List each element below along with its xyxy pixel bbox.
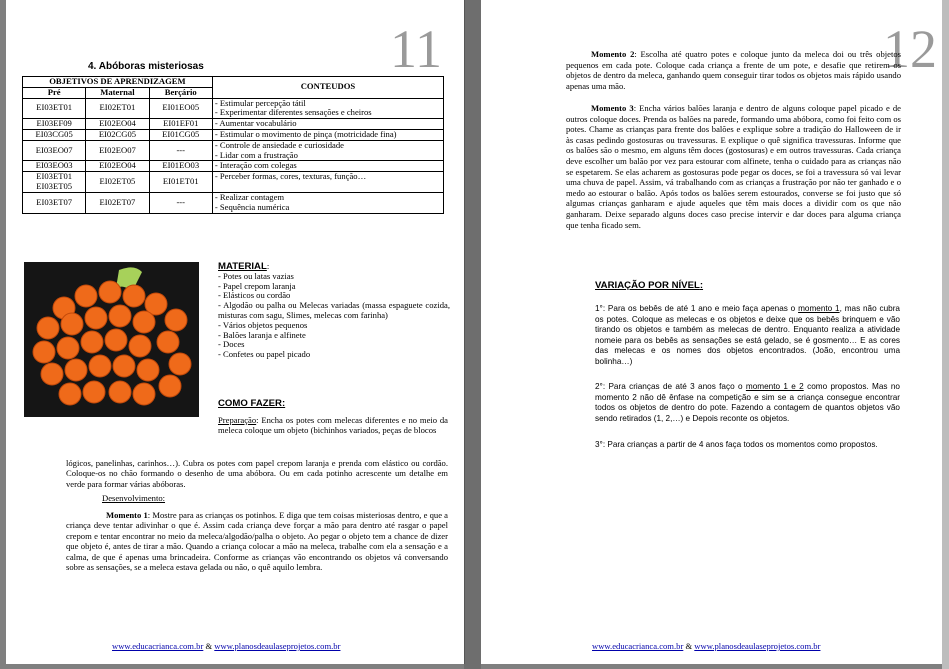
page-gutter xyxy=(464,0,481,669)
momento3-body: : Encha vários balões laranja e dentro de alguns coloque papel picado e de outros coloque doces. Prenda os balões na parede, formando uma abóbora, como foi feito com os potes. Chame as crianças para frente dos balões e explique sobre a tradição do Halloween de ir às casas pedindo gostosuras ou travessuras. E explique o quê significa travessuras. Informe que os balões são o mesmo, em alguns têm doces (gostosuras) e em outros travessuras. Cada criança deve escolher um balão por vez para estourar com alfinete, tenha o cuidado para as crianças não se espetarem. Se elas acharem as gostosuras pode pegar os doces, se foi a travessura só vai levar uma chuva de papel. Assim, vá trabalhando com as crianças a frustração por não ter ganhado e o medo ao estourar o balão. Após todos os balões serem estourados, converse se foi justo que só algumas crianças ganharam e ajude aqueles que têm mais doces a dividir com os que não ganharam. Deixe separado alguns doces caso precise intervir e dar doces para alguma criança que tenha ficado sem. xyxy=(566,103,901,230)
material-item: - Vários objetos pequenos xyxy=(218,319,308,330)
material-item: - Confetes ou papel picado xyxy=(218,349,311,360)
desenvolvimento-heading: Desenvolvimento: xyxy=(102,493,166,503)
cell-conteudo: - Aumentar vocabulário xyxy=(212,119,443,130)
cell-conteudo: - Estimular o movimento de pinça (motricidade fina) xyxy=(212,129,443,140)
cell-maternal: EI02EO04 xyxy=(86,119,149,130)
cell-bercario: EI01CG05 xyxy=(149,129,212,140)
conteudo-line: - Sequência numérica xyxy=(214,201,290,212)
footer-link-educacrianca[interactable]: www.educacrianca.com.br xyxy=(592,641,684,651)
momento3-text xyxy=(566,103,901,230)
preparacao-body: : Encha os potes com melecas diferentes e no meio da meleca coloque um objeto (bichinhos variados, peças de blocos xyxy=(218,415,448,436)
footer-amp: & xyxy=(683,641,695,651)
momento2-body: : Escolha até quatro potes e coloque junto da meleca doi ou três objetos pequenos em cada pote. Coloque cada criança a frente de um pote, e desafie que retirem os objetos de dentro da meleca, ganhando quem conseguir tirar todos os objetos mais rápido usando apenas uma mão. xyxy=(566,49,901,91)
cell-pre: EI03EO07 xyxy=(23,140,86,161)
material-item: - Papel crepom laranja xyxy=(218,280,296,291)
cell-bercario: --- xyxy=(149,140,212,161)
variacao-2 xyxy=(595,382,900,424)
cell-bercario: EI01ET01 xyxy=(149,172,212,193)
cell-conteudo xyxy=(212,140,443,161)
cell-maternal: EI02EO04 xyxy=(86,161,149,172)
material-heading: MATERIAL xyxy=(218,261,267,272)
var2-a: 2°: Para crianças de até 3 anos faço o xyxy=(595,382,746,391)
cell-pre-line: EI03ET01 xyxy=(36,171,73,182)
activity-title: 4. Abóboras misteriosas xyxy=(88,61,204,72)
var1-b: , mas não cubra os potes. Coloque as melecas e os objetos e deixe que os bebês brinquem e vão tirando os objetos e também as melecas de dentro. Enquanto realiza a atividade nomeie para os bebês as sensações se está gelado, se é gosmento… E as cores das melecas e os nomes dos objetos encontrados. (João, encontrou uma bolinha…) xyxy=(595,304,900,366)
cell-bercario: EI01EO03 xyxy=(149,161,212,172)
cell-conteudo: - Perceber formas, cores, texturas, função… xyxy=(212,172,443,193)
cell-conteudo: - Interação com colegas xyxy=(212,161,443,172)
cell-pre-line: EI03ET05 xyxy=(36,180,73,191)
footer-link-planos[interactable]: www.planosdeaulaseprojetos.com.br xyxy=(214,641,341,651)
var1-a: 1°: Para os bebês de até 1 ano e meio faça apenas o xyxy=(595,304,799,313)
scrollbar[interactable] xyxy=(942,0,949,669)
cell-bercario: EI01EF01 xyxy=(149,119,212,130)
momento2-text xyxy=(566,49,901,91)
conteudo-line: - Experimentar diferentes sensações e cheiros xyxy=(214,107,372,118)
variacao-label: VARIAÇÃO POR NÍVEL xyxy=(595,280,700,291)
footer xyxy=(592,641,820,651)
cell-pre xyxy=(23,172,86,193)
var2-b: como propostos. Mas no momento 2 não dê ênfase na competição e sim se a criança consegue encontrar todos os objetos de dentro do pote. Fazendo a contagem de quantos objetos vão sendo retirados (1, 2,…) e Depois reconte os objetos. xyxy=(595,382,900,423)
cell-conteudo xyxy=(212,192,443,213)
cell-pre: EI03ET07 xyxy=(23,192,86,213)
cell-maternal: EI02ET01 xyxy=(86,98,149,119)
col-pre: Pré xyxy=(23,87,86,98)
conteudo-line: - Controle de ansiedade e curiosidade xyxy=(214,139,344,150)
momento1-label: Momento 1 xyxy=(106,510,148,520)
material-item: - Doces xyxy=(218,339,245,350)
var1-u: momento 1 xyxy=(798,304,840,313)
material-section: MATERIAL: - Potes ou latas vazias - Papel crepom laranja - Elásticos ou cordão - Algodão ou palha ou Melecas variadas (massa espaguete cozida, misturas com sagu, Slimes, melecas com farinha) - Vários objetos pequenos - Balões laranja e alfinete - Doces - Confetes ou papel picado xyxy=(218,261,450,360)
material-item: - Algodão ou palha ou Melecas variadas (massa espaguete cozida, misturas com sagu, Slimes, melecas com farinha) xyxy=(218,300,450,320)
pumpkin-photo xyxy=(24,262,199,417)
conteudo-line: - Lidar com a frustração xyxy=(214,149,298,160)
como-fazer-heading: COMO FAZER: xyxy=(218,398,286,409)
momento1-text xyxy=(66,510,448,572)
col-bercario: Berçário xyxy=(149,87,212,98)
variacao-heading: VARIAÇÃO POR NÍVEL: xyxy=(595,280,704,291)
page-number: 11 xyxy=(390,19,442,79)
var2-u: momento 1 e 2 xyxy=(745,382,804,391)
page-12 xyxy=(481,0,942,664)
cell-maternal: EI02ET07 xyxy=(86,192,149,213)
footer-amp: & xyxy=(203,641,215,651)
table-row xyxy=(23,140,444,161)
objectives-header: OBJETIVOS DE APRENDIZAGEM xyxy=(23,77,213,88)
variacao-3: 3°: Para crianças a partir de 4 anos faça todos os momentos como propostos. xyxy=(595,440,878,449)
cell-pre: EI03ET01 xyxy=(23,98,86,119)
cell-bercario: EI01EO05 xyxy=(149,98,212,119)
pumpkin-image xyxy=(24,262,199,417)
preparacao-text xyxy=(218,415,448,436)
momento3-label: Momento 3 xyxy=(591,103,634,113)
table-row xyxy=(23,172,444,193)
table-row xyxy=(23,192,444,213)
cell-pre: EI03CG05 xyxy=(23,129,86,140)
conteudos-header: CONTEUDOS xyxy=(212,77,443,99)
material-item: - Elásticos ou cordão xyxy=(218,290,291,301)
variacao-1 xyxy=(595,304,900,368)
cell-maternal: EI02CG05 xyxy=(86,129,149,140)
material-item: - Balões laranja e alfinete xyxy=(218,329,306,340)
col-maternal: Maternal xyxy=(86,87,149,98)
material-item: - Potes ou latas vazias xyxy=(218,270,294,281)
cell-pre: EI03EF09 xyxy=(23,119,86,130)
preparacao-label: Preparação xyxy=(218,415,257,425)
footer xyxy=(112,641,340,651)
preparacao-text-cont: lógicos, panelinhas, carinhos…). Cubra os potes com papel crepom laranja e prenda com elástico ou cordão. Coloque-os no chão formando o desenho de uma abóbora. Ou em cada potinho acrescente um detalhe em verde para formar várias abóboras. xyxy=(66,458,448,489)
table-row xyxy=(23,161,444,172)
cell-pre: EI03EO03 xyxy=(23,161,86,172)
cell-maternal: EI02EO07 xyxy=(86,140,149,161)
table-row xyxy=(23,98,444,119)
footer-link-planos[interactable]: www.planosdeaulaseprojetos.com.br xyxy=(694,641,821,651)
cell-maternal: EI02ET05 xyxy=(86,172,149,193)
cell-conteudo xyxy=(212,98,443,119)
conteudo-line: - Estimular percepção tátil xyxy=(214,97,306,108)
conteudo-line: - Realizar contagem xyxy=(214,191,285,202)
objectives-table xyxy=(22,76,444,214)
page-number: 12 xyxy=(883,19,937,79)
momento1-body: : Mostre para as crianças os potinhos. E diga que tem coisas misteriosas dentro, e que a criança deve tentar adivinhar o que é. Assim cada criança deve forçar a mão para dentro até rasgar o papel crepom e tentar encontrar no meio da meleca/algodão/palha o objeto. Ao pegar o objeto tem a chance de dizer que objeto é, antes de tirar a mão. Quando a criança colocar a mão na meleca, trabalhe com ela a sensação e a calma, de que é apenas uma brincadeira. Conforme as crianças vão encontrando os objetos vá conversando sobre as sensações, se a meleca estava gelada ou não, o quê aquilo lembra. xyxy=(66,510,448,573)
cell-bercario: --- xyxy=(149,192,212,213)
footer-link-educacrianca[interactable]: www.educacrianca.com.br xyxy=(112,641,204,651)
table-row xyxy=(23,129,444,140)
momento2-label: Momento 2 xyxy=(591,49,635,59)
page-11 xyxy=(6,0,465,664)
table-row xyxy=(23,119,444,130)
